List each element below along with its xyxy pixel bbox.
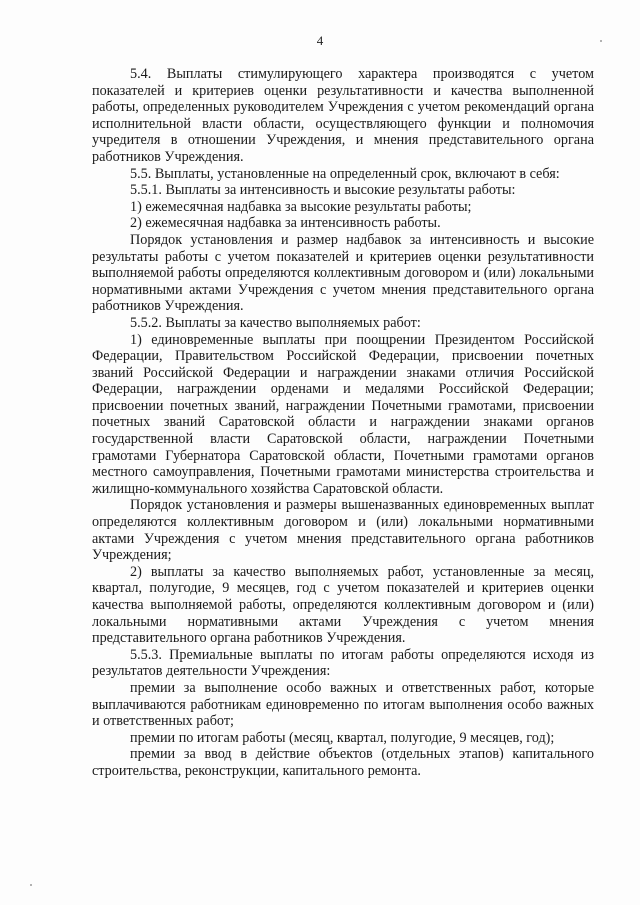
list-item-monthly-results-bonus: 1) ежемесячная надбавка за высокие результаты работы; — [130, 198, 472, 215]
list-item-monthly-intensity-bonus: 2) ежемесячная надбавка за интенсивность работы. — [130, 215, 441, 232]
paragraph-5-5: 5.5. Выплаты, установленные на определенный срок, включают в себя: — [130, 165, 560, 182]
list-item-important-work-bonus: премии за выполнение особо важных и ответственных работ, которые выплачиваются работникам единовременно по итогам выполнения особо важных и ответственных работ; — [92, 679, 594, 730]
paragraph-5-5-1: 5.5.1. Выплаты за интенсивность и высокие результаты работы: — [130, 182, 516, 199]
paragraph-one-time-procedure: Порядок установления и размеры вышеназванных единовременных выплат определяются коллективным договором и (или) локальными нормативными актами Учреждения с учетом мнения представительного органа работников Учреждения; — [92, 497, 594, 564]
paragraph-bonus-procedure: Порядок установления и размер надбавок за интенсивность и высокие результаты работы с учетом показателей и критериев оценки результативности выполняемой работы определяются коллективным договором и (или) локальными нормативными актами Учреждения с учетом мнения представительного органа работников Учреждения. — [92, 231, 594, 315]
page-number: 4 — [316, 33, 324, 48]
document-body — [92, 66, 594, 780]
list-item-quality-payments: 2) выплаты за качество выполняемых работ, установленные за месяц, квартал, полугодие, 9 месяцев, год с учетом показателей и критериев оценки качества выполняемой работы, определяются коллективным договором и (или) локальными нормативными актами Учреждения с учетом мнения представительного органа работников Учреждения. — [92, 563, 594, 647]
paragraph-5-4: 5.4. Выплаты стимулирующего характера производятся с учетом показателей и критериев оценки результативности и качества выполненной работы, определенных руководителем Учреждения с учетом рекомендаций органа исполнительной власти области, осуществляющего функции и полномочия учредителя в отношении Учреждения, и мнения представительного органа работников Учреждения. — [92, 66, 594, 165]
list-item-commissioning-bonus: премии за ввод в действие объектов (отдельных этапов) капитального строительства, реконструкции, капитального ремонта. — [92, 746, 594, 779]
paragraph-5-5-3: 5.5.3. Премиальные выплаты по итогам работы определяются исходя из результатов деятельности Учреждения: — [92, 646, 594, 680]
scan-speck — [30, 884, 32, 886]
list-item-period-bonus: премии по итогам работы (месяц, квартал, полугодие, 9 месяцев, год); — [130, 729, 555, 746]
paragraph-5-5-2: 5.5.2. Выплаты за качество выполняемых работ: — [130, 314, 421, 331]
list-item-one-time-payments: 1) единовременные выплаты при поощрении Президентом Российской Федерации, Правительством Российской Федерации, присвоении почетных званий Российской Федерации и награждении знаками отличия Российской Федерации, награждении орденами и медалями Российской Федерации; присвоении почетных званий, награждении Почетными грамотами, присвоении почетных званий Саратовской области и награждении знаками органов государственной власти Саратовской области, награждении Почетными грамотами Губернатора Саратовской области, Почетными грамотами органов местного самоуправления, Почетными грамотами министерства строительства и жилищно-коммунального хозяйства Саратовской области. — [92, 331, 594, 497]
scan-speck — [600, 40, 602, 42]
